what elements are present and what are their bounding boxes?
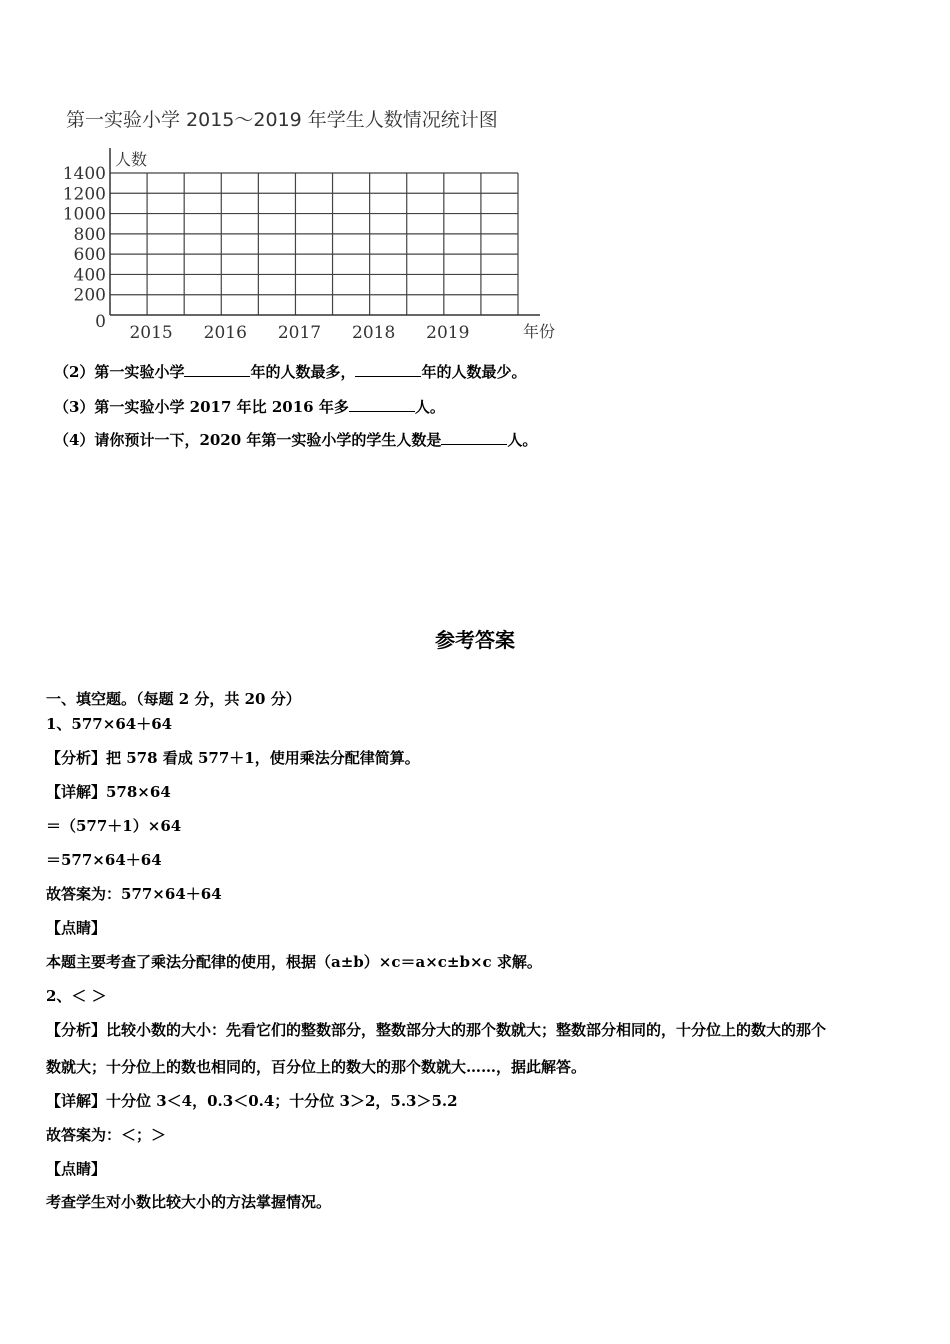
answer-1-tip-label: 【点睛】 bbox=[46, 919, 107, 937]
x-tick-label: 2016 bbox=[203, 323, 247, 343]
answer-1: 1、577×64＋64 bbox=[46, 715, 173, 733]
x-tick-label: 2015 bbox=[129, 323, 173, 343]
answer-1-analysis: 【分析】把 578 看成 577＋1，使用乘法分配律简算。 bbox=[46, 749, 420, 767]
y-tick-label: 1000 bbox=[62, 204, 106, 225]
y-tick-label: 1400 bbox=[62, 164, 106, 184]
y-tick-label: 0 bbox=[95, 312, 106, 332]
answer-2-detail: 【详解】十分位 3＜4，0.3＜0.4；十分位 3＞2，5.3＞5.2 bbox=[46, 1092, 458, 1110]
x-tick-label: 2019 bbox=[426, 323, 470, 343]
x-tick-label: 2017 bbox=[277, 323, 322, 343]
question-text: 人。 bbox=[414, 398, 445, 416]
statistics-chart bbox=[60, 100, 560, 350]
y-tick-label: 800 bbox=[73, 224, 106, 245]
x-tick-label: 2018 bbox=[352, 323, 396, 343]
answer-2-tip: 考查学生对小数比较大小的方法掌握情况。 bbox=[46, 1193, 332, 1211]
question-text: （2）第一实验小学 bbox=[54, 363, 185, 381]
question-2 bbox=[54, 361, 526, 382]
chart-grid bbox=[60, 100, 560, 350]
answer-blank[interactable] bbox=[184, 362, 250, 377]
question-3 bbox=[54, 396, 445, 417]
section-heading: 一、填空题。（每题 2 分，共 20 分） bbox=[46, 690, 301, 708]
answer-1-step: ＝577×64＋64 bbox=[46, 851, 162, 869]
y-tick-label: 600 bbox=[73, 245, 106, 266]
answer-1-tip: 本题主要考查了乘法分配律的使用，根据（a±b）×c＝a×c±b×c 求解。 bbox=[46, 953, 542, 971]
question-text: 年的人数最少。 bbox=[421, 363, 527, 381]
y-axis-label: 人数 bbox=[115, 150, 148, 169]
y-tick-label: 1200 bbox=[62, 184, 106, 205]
question-text: 人。 bbox=[507, 431, 538, 449]
answer-blank[interactable] bbox=[355, 362, 421, 377]
answer-2-analysis: 【分析】比较小数的大小：先看它们的整数部分，整数部分大的那个数就大；整数部分相同的，十分位上的数大的那个 bbox=[46, 1021, 827, 1039]
answer-2-analysis: 数就大；十分位上的数也相同的，百分位上的数大的那个数就大……，据此解答。 bbox=[46, 1058, 587, 1076]
y-tick-label: 400 bbox=[73, 265, 106, 286]
answer-1-result: 故答案为：577×64＋64 bbox=[46, 885, 222, 903]
chart-title: 第一实验小学 2015～2019 年学生人数情况统计图 bbox=[66, 109, 498, 131]
question-text: 年的人数最多， bbox=[250, 363, 356, 381]
question-text: （3）第一实验小学 2017 年比 2016 年多 bbox=[54, 398, 349, 416]
answer-2-tip-label: 【点睛】 bbox=[46, 1160, 107, 1178]
answer-2: 2、＜ ＞ bbox=[46, 987, 107, 1005]
question-4 bbox=[54, 429, 537, 450]
answer-blank[interactable] bbox=[349, 397, 415, 412]
answer-1-step: ＝（577＋1）×64 bbox=[46, 817, 182, 835]
question-text: （4）请你预计一下，2020 年第一实验小学的学生人数是 bbox=[54, 431, 442, 449]
answer-blank[interactable] bbox=[441, 430, 507, 445]
x-axis-label: 年份 bbox=[523, 322, 556, 341]
answers-title: 参考答案 bbox=[435, 628, 515, 652]
answer-2-result: 故答案为：＜；＞ bbox=[46, 1126, 167, 1144]
answer-1-detail: 【详解】578×64 bbox=[46, 783, 171, 801]
y-tick-label: 200 bbox=[73, 285, 106, 306]
